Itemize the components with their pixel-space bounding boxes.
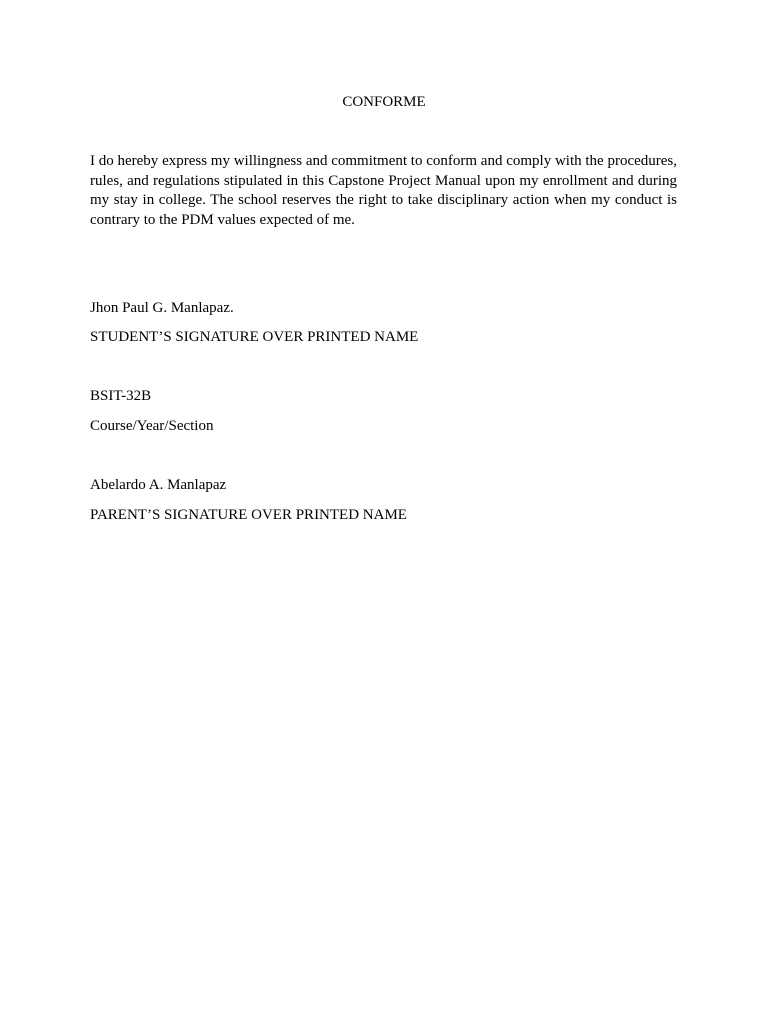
parent-signature-caption: PARENT’S SIGNATURE OVER PRINTED NAME <box>90 507 407 523</box>
course-year-section-value: BSIT-32B <box>90 388 152 404</box>
course-year-section-caption: Course/Year/Section <box>90 418 214 434</box>
document-title: CONFORME <box>342 94 426 110</box>
conforme-statement: I do hereby express my willingness and commitment to conform and comply with the procedures, rules, and regulations stipulated in this Capstone Project Manual upon my enrollment and during my stay in college. The school reserves the right to take disciplinary action when my conduct is contrary to the PDM values expected of me. <box>90 153 677 228</box>
parent-name: Abelardo A. Manlapaz <box>90 477 227 493</box>
student-signature-caption: STUDENT’S SIGNATURE OVER PRINTED NAME <box>90 329 419 345</box>
student-name: Jhon Paul G. Manlapaz. <box>90 300 234 316</box>
